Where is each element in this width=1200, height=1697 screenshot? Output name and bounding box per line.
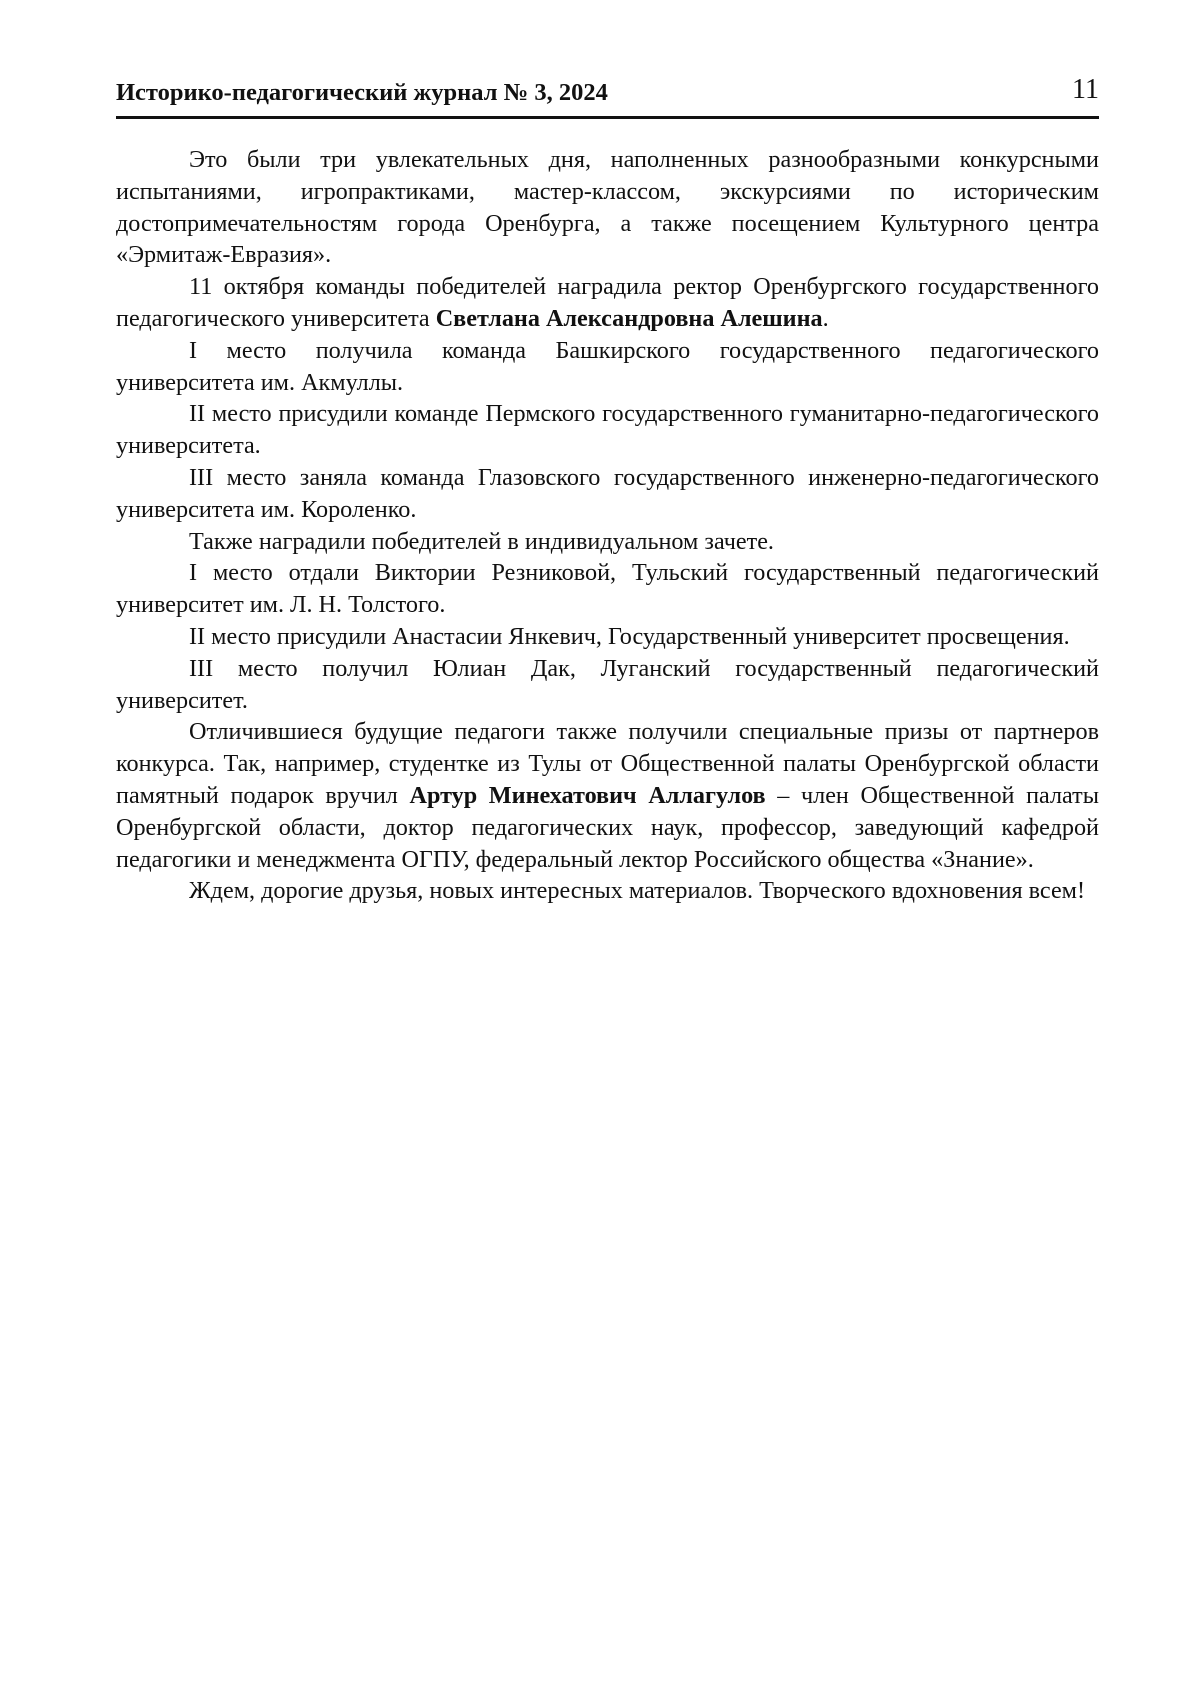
- paragraph-6: [116, 526, 1099, 558]
- paragraph-text: II место присудили команде Пермского государственного гуманитарно-педагогического университета.: [116, 400, 1099, 460]
- running-header: [116, 72, 1099, 119]
- paragraph-text: Это были три увлекательных дня, наполненных разнообразными конкурсными испытаниями, игропрактиками, мастер-классом, экскурсиями по историческим достопримечательностям города Оренбурга, а также посещением Культурного центра «Эрмитаж-Евразия».: [116, 146, 1099, 269]
- paragraph-11: [116, 875, 1099, 907]
- paragraph-text-before: 11 октября команды победителей наградила ректор Оренбургского государственного педагогического университета: [116, 273, 1099, 332]
- paragraph-7: [116, 557, 1099, 621]
- rector-name: Светлана Александровна Алешина: [435, 304, 823, 332]
- journal-title: Историко-педагогический журнал № 3, 2024: [116, 79, 608, 106]
- paragraph-text: I место получила команда Башкирского государственного педагогического университета им. Акмуллы.: [116, 336, 1099, 396]
- paragraph-10: [116, 716, 1099, 875]
- presenter-name: Артур Минехатович Аллагулов: [409, 781, 766, 809]
- paragraph-text: II место присудили Анастасии Янкевич, Государственный университет просвещения.: [189, 622, 1070, 650]
- paragraph-text: III место заняла команда Глазовского государственного инженерно-педагогического университета им. Короленко.: [116, 463, 1099, 523]
- paragraph-text: III место получил Юлиан Дак, Луганский государственный педагогический университет.: [116, 654, 1099, 714]
- paragraph-text: I место отдали Виктории Резниковой, Тульский государственный педагогический университет им. Л. Н. Толстого.: [116, 559, 1099, 619]
- paragraph-9: [116, 653, 1099, 717]
- paragraph-text-after: – член Общественной палаты Оренбургской области, доктор педагогических наук, профессор, заведующий кафедрой педагогики и менеджмента ОГПУ, федеральный лектор Российского общества «Знание».: [116, 781, 1099, 873]
- paragraph-4: [116, 398, 1099, 462]
- paragraph-text-after: .: [822, 304, 829, 332]
- page-number: 11: [1072, 74, 1099, 105]
- paragraph-1: [116, 144, 1099, 271]
- paragraph-text-before: Отличившиеся будущие педагоги также получили специальные призы от партнеров конкурса. Так, например, студентке из Тулы от Общественной палаты Оренбургской области памятный подарок вручил: [116, 718, 1099, 809]
- paragraph-8: [116, 621, 1099, 653]
- paragraph-2: [116, 271, 1099, 335]
- paragraph-3: [116, 335, 1099, 399]
- paragraph-text: Ждем, дорогие друзья, новых интересных материалов. Творческого вдохновения всем!: [189, 877, 1086, 905]
- article-body: [116, 144, 1099, 907]
- paragraph-5: [116, 462, 1099, 526]
- paragraph-text: Также наградили победителей в индивидуальном зачете.: [189, 527, 774, 555]
